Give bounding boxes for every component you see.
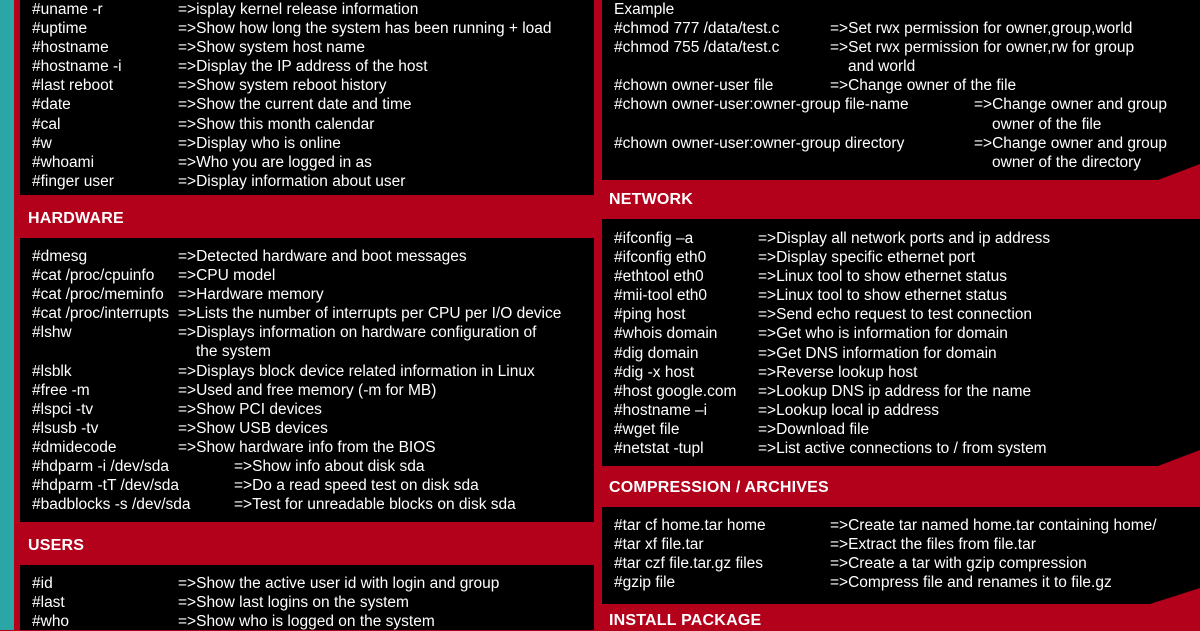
command-row — [608, 363, 1194, 382]
command-text: #free -m — [32, 381, 90, 399]
command-text: #dmidecode — [32, 438, 117, 456]
command-row — [608, 420, 1194, 439]
users-box — [20, 565, 594, 630]
command-row — [26, 495, 588, 514]
command-text: #host google.com — [614, 382, 737, 400]
command-row — [26, 76, 588, 95]
command-row — [608, 134, 1194, 153]
command-description: =>Displays information on hardware configuration of — [178, 324, 537, 342]
command-description: =>Show system host name — [178, 39, 365, 57]
command-row — [26, 574, 588, 593]
permissions-box — [602, 0, 1200, 180]
command-text: #chmod 777 /data/test.c — [614, 20, 780, 38]
command-text: #whois domain — [614, 325, 718, 343]
command-text: #hostname -i — [32, 58, 122, 76]
command-row — [608, 554, 1194, 573]
command-row — [26, 19, 588, 38]
command-row — [26, 285, 588, 304]
hardware-box — [20, 238, 594, 522]
command-description: =>Get DNS information for domain — [758, 344, 997, 362]
command-description: =>Do a read speed test on disk sda — [234, 477, 479, 495]
command-description: =>Extract the files from file.tar — [830, 536, 1036, 554]
command-description: =>Show the current date and time — [178, 96, 412, 114]
command-description: =>Create tar named home.tar containing home/ — [830, 517, 1157, 534]
command-row — [608, 344, 1194, 363]
command-row — [608, 115, 1194, 134]
command-description: =>Change owner and group — [974, 96, 1168, 114]
command-text: #finger user — [32, 172, 114, 190]
command-row — [26, 419, 588, 438]
command-row — [608, 401, 1194, 420]
command-row — [608, 267, 1194, 286]
command-description: =>Show info about disk sda — [234, 458, 425, 476]
command-row — [26, 57, 588, 76]
command-description: =>Display the IP address of the host — [178, 58, 428, 76]
command-row — [26, 381, 588, 400]
command-text: #chown owner-user:owner-group file-name — [614, 96, 909, 114]
command-text: #lshw — [32, 324, 72, 342]
command-row — [26, 266, 588, 285]
command-description: =>Set rwx permission for owner,group,world — [830, 20, 1133, 38]
command-text: #id — [32, 575, 53, 592]
command-row — [26, 362, 588, 381]
command-text: #dig domain — [614, 344, 699, 362]
command-description: =>Reverse lookup host — [758, 363, 918, 381]
command-row — [26, 153, 588, 172]
command-row — [608, 19, 1194, 38]
command-text: #wget file — [614, 420, 680, 438]
command-text: #badblocks -s /dev/sda — [32, 496, 191, 514]
command-row — [26, 593, 588, 612]
command-text: #ping host — [614, 306, 686, 324]
command-description: =>Display specific ethernet port — [758, 249, 976, 267]
command-text: #date — [32, 96, 71, 114]
command-row — [26, 134, 588, 153]
users-heading: USERS — [28, 537, 85, 554]
command-description: =>Detected hardware and boot messages — [178, 248, 467, 265]
command-row — [26, 342, 588, 361]
command-row — [608, 229, 1194, 248]
command-description: =>Who you are logged in as — [178, 153, 372, 171]
command-row — [26, 457, 588, 476]
command-row — [608, 516, 1194, 535]
command-description: and world — [848, 58, 916, 76]
command-description: owner of the file — [992, 115, 1102, 133]
command-description: =>isplay kernel release information — [178, 1, 419, 18]
permissions-box-notch — [1158, 164, 1200, 188]
command-row — [26, 400, 588, 419]
command-row — [608, 535, 1194, 554]
command-description: =>Create a tar with gzip compression — [830, 555, 1087, 573]
command-row — [608, 305, 1194, 324]
command-text: #uname -r — [32, 1, 103, 18]
install-package-heading: INSTALL PACKAGE — [609, 612, 762, 629]
command-description: =>Show the active user id with login and group — [178, 575, 500, 592]
command-row — [26, 115, 588, 134]
command-text: #last reboot — [32, 77, 113, 95]
command-text: #cat /proc/interrupts — [32, 305, 169, 323]
command-description: =>Display all network ports and ip address — [758, 230, 1051, 247]
command-text: #mii-tool eth0 — [614, 287, 708, 305]
command-row — [26, 95, 588, 114]
command-text: #dmesg — [32, 248, 88, 265]
command-text: #tar xf file.tar — [614, 536, 704, 554]
command-description: =>Lookup DNS ip address for the name — [758, 382, 1032, 400]
command-description: =>Change owner and group — [974, 134, 1168, 152]
network-box-notch — [1158, 450, 1200, 470]
command-text: #lsblk — [32, 362, 72, 380]
command-row — [608, 286, 1194, 305]
compression-heading: COMPRESSION / ARCHIVES — [609, 479, 829, 496]
command-description: =>Show who is logged on the system — [178, 613, 435, 631]
command-row — [608, 0, 1194, 19]
command-description: =>Show this month calendar — [178, 115, 375, 133]
command-description: owner of the directory — [992, 153, 1142, 171]
command-description: =>Used and free memory (-m for MB) — [178, 381, 437, 399]
command-row — [608, 38, 1194, 57]
command-description: =>Get who is information for domain — [758, 325, 1008, 343]
command-text: Example — [614, 1, 675, 18]
command-text: #tar czf file.tar.gz files — [614, 555, 764, 573]
command-description: =>Show how long the system has been running + load — [178, 20, 552, 38]
command-text: #who — [32, 613, 70, 631]
command-row — [26, 172, 588, 191]
command-row — [608, 439, 1194, 458]
command-description: =>Linux tool to show ethernet status — [758, 287, 1008, 305]
command-description: =>Show PCI devices — [178, 400, 322, 418]
command-row — [26, 0, 588, 19]
command-description: =>Download file — [758, 420, 870, 438]
command-description: =>Compress file and renames it to file.gz — [830, 574, 1112, 592]
hardware-heading: HARDWARE — [28, 210, 124, 227]
command-text: #hostname –i — [614, 401, 708, 419]
command-row — [26, 476, 588, 495]
command-description: =>Display who is online — [178, 134, 341, 152]
command-description: =>List active connections to / from system — [758, 440, 1047, 458]
command-row — [26, 247, 588, 266]
command-description: =>Linux tool to show ethernet status — [758, 268, 1008, 286]
command-row — [26, 438, 588, 457]
command-text: #ifconfig eth0 — [614, 249, 707, 267]
command-text: #hdparm -tT /dev/sda — [32, 477, 180, 495]
command-text: #hdparm -i /dev/sda — [32, 458, 169, 476]
compression-box — [602, 507, 1200, 604]
command-text: #lsusb -tv — [32, 419, 99, 437]
command-text: #netstat -tupl — [614, 440, 704, 458]
command-row — [608, 573, 1194, 592]
command-description: =>Show system reboot history — [178, 77, 387, 95]
command-text: #dig -x host — [614, 363, 695, 381]
left-accent-bar — [0, 0, 14, 630]
command-text: #uptime — [32, 20, 88, 38]
command-description: the system — [196, 343, 271, 361]
network-heading: NETWORK — [609, 191, 694, 208]
command-description: =>Hardware memory — [178, 286, 324, 304]
command-text: #chown owner-user file — [614, 77, 774, 95]
command-text: #whoami — [32, 153, 95, 171]
command-row — [608, 153, 1194, 172]
command-description: =>Show last logins on the system — [178, 594, 409, 612]
command-row — [26, 612, 588, 631]
command-text: #gzip file — [614, 574, 676, 592]
command-row — [26, 323, 588, 342]
command-description: =>Show hardware info from the BIOS — [178, 438, 436, 456]
command-description: =>Lists the number of interrupts per CPU per I/O device — [178, 305, 562, 323]
command-text: #last — [32, 594, 65, 612]
command-row — [608, 248, 1194, 267]
command-row — [608, 57, 1194, 76]
command-text: #w — [32, 134, 52, 152]
command-description: =>Test for unreadable blocks on disk sda — [234, 496, 516, 514]
command-description: =>Set rwx permission for owner,rw for group — [830, 39, 1135, 57]
command-text: #ethtool eth0 — [614, 268, 704, 286]
command-row — [608, 76, 1194, 95]
command-row — [26, 38, 588, 57]
command-text: #cat /proc/meminfo — [32, 286, 164, 304]
network-box — [602, 219, 1200, 466]
command-row — [608, 382, 1194, 401]
command-description: =>CPU model — [178, 267, 276, 285]
compression-box-notch — [1150, 588, 1200, 608]
command-row — [26, 304, 588, 323]
command-description: =>Change owner of the file — [830, 77, 1017, 95]
command-row — [608, 95, 1194, 114]
command-description: =>Display information about user — [178, 172, 406, 190]
command-text: #chmod 755 /data/test.c — [614, 39, 780, 57]
command-description: =>Lookup local ip address — [758, 401, 939, 419]
system-info-box — [20, 0, 594, 195]
command-text: #tar cf home.tar home — [614, 517, 766, 534]
command-description: =>Show USB devices — [178, 419, 328, 437]
command-text: #chown owner-user:owner-group directory — [614, 134, 905, 152]
command-text: #lspci -tv — [32, 400, 94, 418]
command-description: =>Displays block device related information in Linux — [178, 362, 535, 380]
command-text: #hostname — [32, 39, 109, 57]
command-text: #cal — [32, 115, 61, 133]
command-text: #cat /proc/cpuinfo — [32, 267, 155, 285]
command-description: =>Send echo request to test connection — [758, 306, 1033, 324]
command-row — [608, 324, 1194, 343]
command-text: #ifconfig –a — [614, 230, 694, 247]
